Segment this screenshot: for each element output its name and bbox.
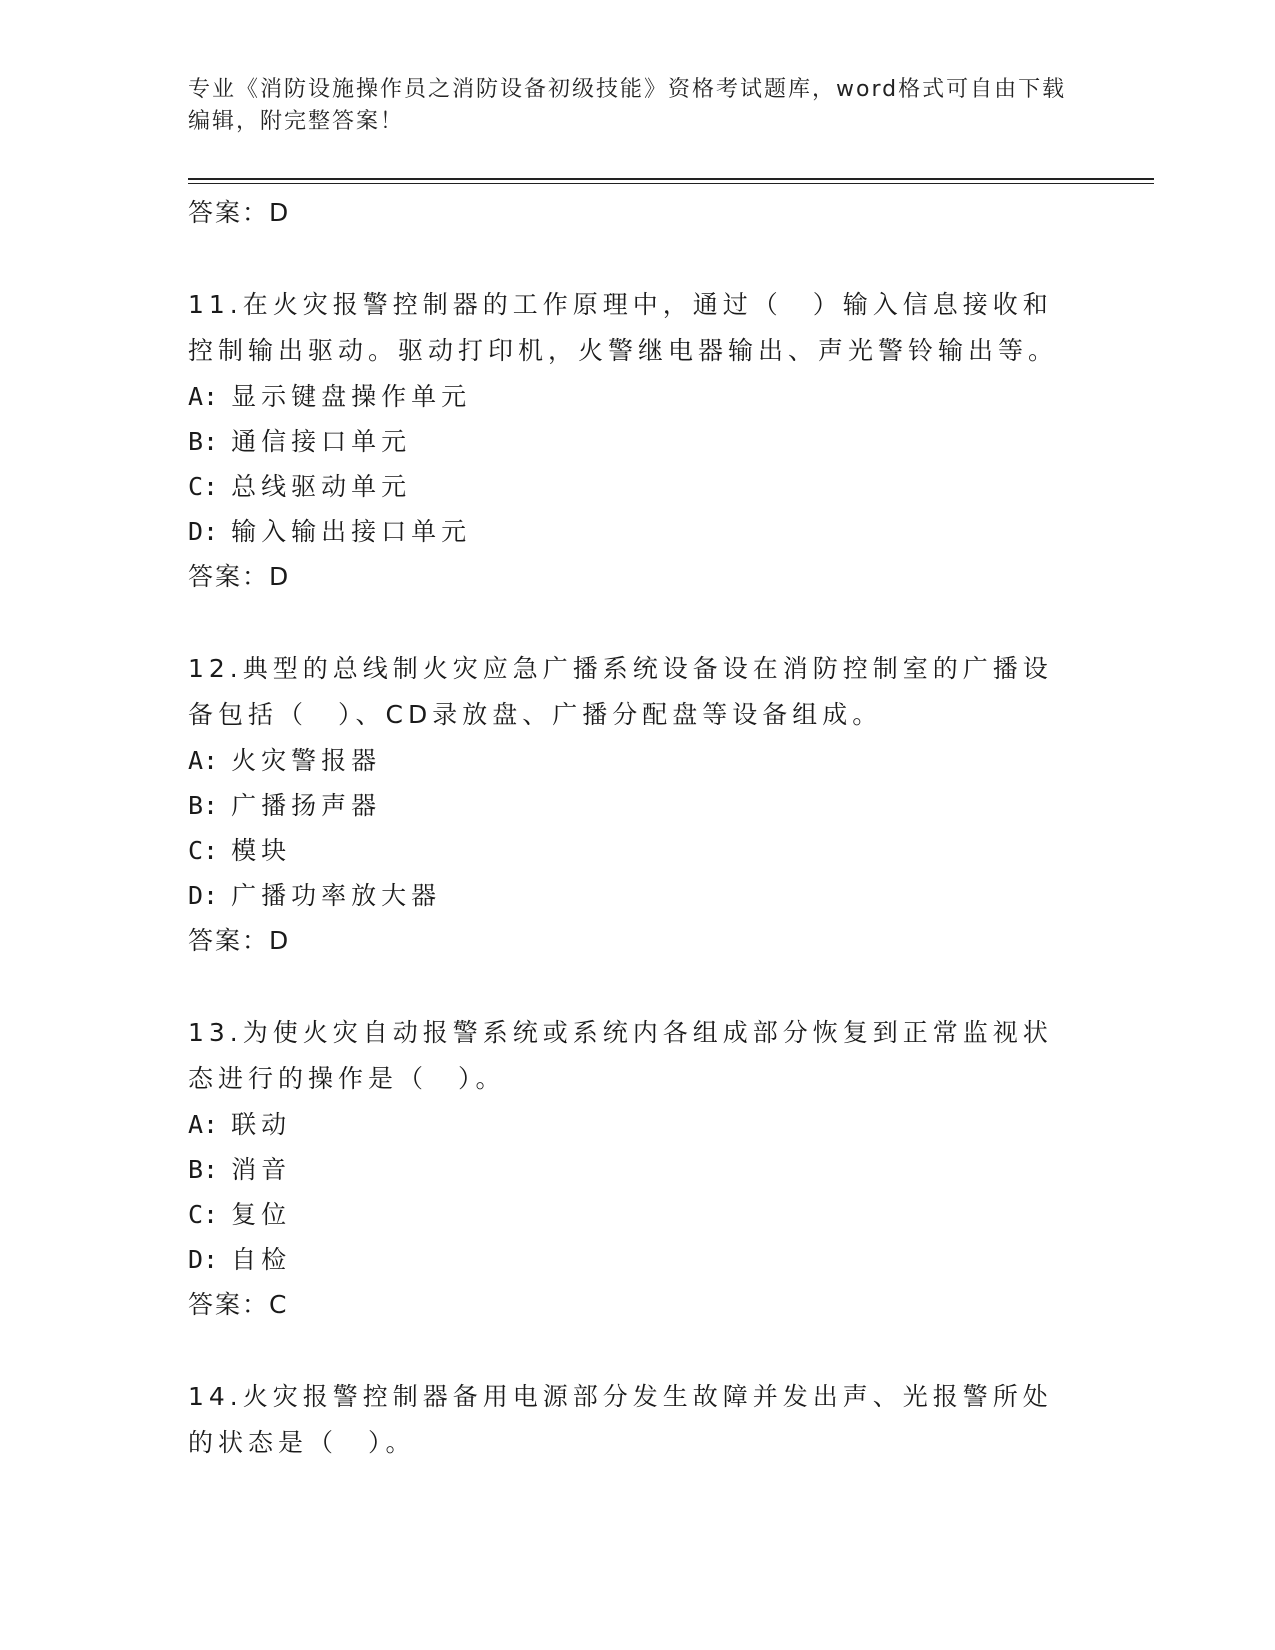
option-key: B: — [188, 1155, 219, 1184]
option-key: A: — [188, 1110, 219, 1139]
option-text: 总线驱动单元 — [231, 472, 412, 501]
question-stem: 14.火灾报警控制器备用电源部分发生故障并发出声、光报警所处的状态是（ ）。 — [188, 1382, 1053, 1457]
option-text: 模块 — [231, 836, 292, 865]
question-item — [188, 646, 1088, 963]
option-text: 广播扬声器 — [231, 791, 382, 820]
option-text: 联动 — [231, 1110, 292, 1139]
option-key: A: — [188, 382, 219, 411]
option-c — [188, 828, 1088, 873]
option-text: 自检 — [231, 1245, 292, 1274]
question-item — [188, 282, 1088, 599]
header-rule-thick — [188, 178, 1154, 180]
option-text: 复位 — [231, 1200, 292, 1229]
question-item — [188, 1374, 1088, 1466]
option-a — [188, 738, 1088, 783]
option-key: C: — [188, 472, 219, 501]
option-b — [188, 783, 1088, 828]
option-key: C: — [188, 1200, 219, 1229]
option-text: 输入输出接口单元 — [231, 517, 472, 546]
header-rule-thin — [188, 183, 1154, 184]
option-key: B: — [188, 427, 219, 456]
question-stem: 13.为使火灾自动报警系统或系统内各组成部分恢复到正常监视状态进行的操作是（ ）。 — [188, 1018, 1053, 1093]
option-a — [188, 374, 1088, 419]
question-item — [188, 1010, 1088, 1327]
option-text: 显示键盘操作单元 — [231, 382, 472, 411]
option-key: D: — [188, 517, 219, 546]
answer-line: 答案：C — [188, 1290, 289, 1319]
option-c — [188, 1192, 1088, 1237]
option-c — [188, 464, 1088, 509]
option-key: D: — [188, 1245, 219, 1274]
option-key: D: — [188, 881, 219, 910]
option-text: 广播功率放大器 — [231, 881, 442, 910]
answer-line: 答案：D — [188, 926, 291, 955]
option-b — [188, 1147, 1088, 1192]
option-key: A: — [188, 746, 219, 775]
question-stem: 12.典型的总线制火灾应急广播系统设备设在消防控制室的广播设备包括（ ）、CD录放盘、广播分配盘等设备组成。 — [188, 654, 1053, 729]
option-d — [188, 509, 1088, 554]
option-d — [188, 873, 1088, 918]
document-header: 专业《消防设施操作员之消防设备初级技能》资格考试题库，word格式可自由下载编辑，附完整答案！ — [188, 77, 1067, 134]
question-stem: 11.在火灾报警控制器的工作原理中，通过（ ）输入信息接收和控制输出驱动。驱动打印机，火警继电器输出、声光警铃输出等。 — [188, 290, 1059, 365]
answer-line: 答案：D — [188, 198, 291, 227]
option-d — [188, 1237, 1088, 1282]
option-text: 通信接口单元 — [231, 427, 412, 456]
option-b — [188, 419, 1088, 464]
answer-line: 答案：D — [188, 562, 291, 591]
option-key: B: — [188, 791, 219, 820]
option-text: 火灾警报器 — [231, 746, 382, 775]
option-key: C: — [188, 836, 219, 865]
question-list — [188, 190, 1088, 1466]
option-text: 消音 — [231, 1155, 292, 1184]
option-a — [188, 1102, 1088, 1147]
